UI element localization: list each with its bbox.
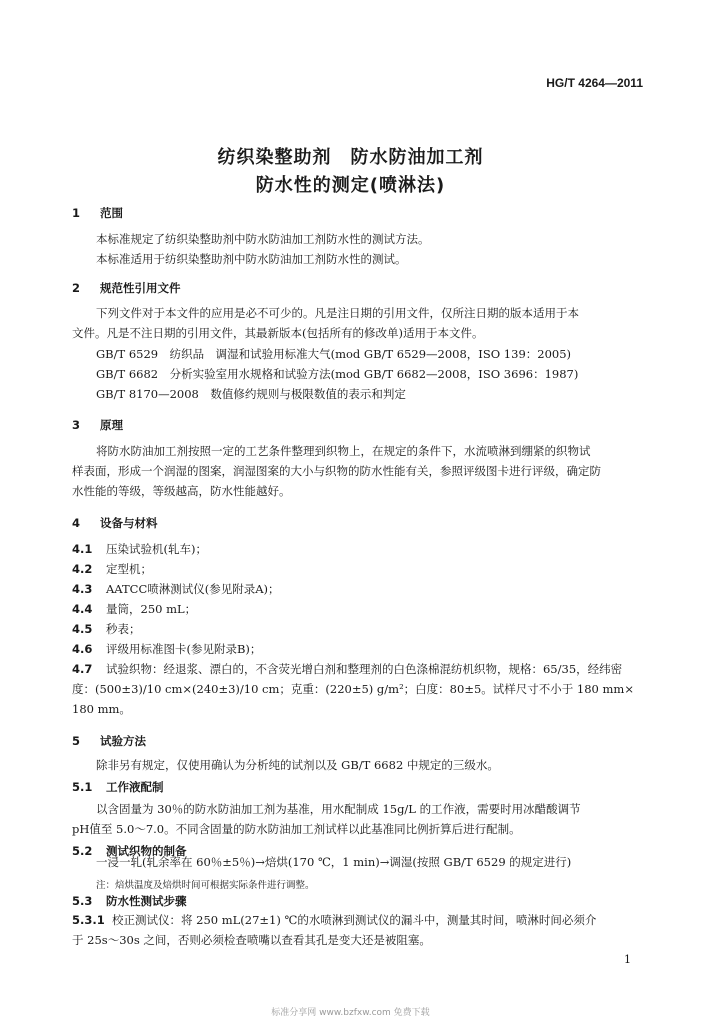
section-title: 规范性引用文件 (100, 281, 181, 295)
title-line-2: 防水性的测定(喷淋法) (255, 175, 446, 196)
section-2-heading (72, 280, 181, 296)
page-number: 1 (624, 953, 631, 966)
item-number: 4.6 (72, 642, 93, 656)
section-5-heading (72, 733, 146, 749)
subsection-title: 测试织物的制备 (106, 844, 187, 858)
item-text: 压染试验机(轧车)； (106, 542, 207, 556)
section-number: 2 (72, 281, 81, 295)
item-text: 试验织物：经退浆、漂白的，不含荧光增白剂和整理剂的白色涤棉混纺机织物，规格：65/35，经纬密 (106, 662, 623, 676)
section-title: 原理 (100, 418, 123, 432)
subsection-5-1-line-1: 以含固量为 30％的防水防油加工剂为基准，用水配制成 15g/L 的工作液，需要时用冰醋酸调节 (96, 802, 581, 816)
section-2-paragraph-line-2: 文件。凡是不注日期的引用文件，其最新版本(包括所有的修改单)适用于本文件。 (72, 326, 484, 340)
standard-code: HG/T 4264—2011 (546, 76, 643, 90)
item-4-7-line-2: 度：(500±3)/10 cm×(240±3)/10 cm；克重：(220±5) g/m²；白度：80±5。试样尺寸不小于 180 mm× (72, 682, 634, 696)
subsection-number: 5.3.1 (72, 913, 105, 927)
section-1-paragraph-1: 本标准规定了纺织染整助剂中防水防油加工剂防水性的测试方法。 (96, 232, 430, 246)
subsection-5-3-heading (72, 893, 187, 909)
section-title: 试验方法 (100, 734, 146, 748)
section-4-heading (72, 515, 158, 531)
subsection-5-2-note: 注：焙烘温度及焙烘时间可根据实际条件进行调整。 (96, 880, 315, 891)
section-5-intro: 除非另有规定，仅使用确认为分析纯的试剂以及 GB/T 6682 中规定的三级水。 (96, 758, 499, 772)
section-number: 3 (72, 418, 81, 432)
section-2-paragraph-line-1: 下列文件对于本文件的应用是必不可少的。凡是注日期的引用文件，仅所注日期的版本适用于本 (96, 306, 579, 320)
item-text: 定型机； (106, 562, 152, 576)
item-text: AATCC喷淋测试仪(参见附录A)； (106, 582, 280, 596)
section-number: 4 (72, 516, 81, 530)
subsection-title: 工作液配制 (106, 780, 164, 794)
section-3-heading (72, 417, 123, 433)
list-item (72, 661, 622, 677)
section-title: 设备与材料 (100, 516, 158, 530)
item-text: 评级用标准图卡(参见附录B)； (106, 642, 262, 656)
section-title: 范围 (100, 206, 123, 220)
list-item (72, 561, 152, 577)
item-number: 4.1 (72, 542, 93, 556)
subsection-number: 5.3 (72, 894, 93, 908)
subsection-5-1-heading (72, 779, 164, 795)
item-number: 4.2 (72, 562, 93, 576)
list-item (72, 541, 207, 557)
item-text: 量筒，250 mL； (106, 602, 197, 616)
section-3-line-2: 样表面，形成一个润湿的图案，润湿图案的大小与织物的防水性能有关，参照评级图卡进行评级，确定防 (72, 464, 601, 478)
section-1-heading (72, 205, 123, 221)
reference-gbt-6682: GB/T 6682 分析实验室用水规格和试验方法(mod GB/T 6682—2008，ISO 3696：1987) (96, 367, 579, 381)
item-text: 秒表； (106, 622, 141, 636)
title-line-1: 纺织染整助剂 防水防油加工剂 (217, 147, 484, 168)
section-3-line-1: 将防水防油加工剂按照一定的工艺条件整理到织物上，在规定的条件下，水流喷淋到绷紧的织物试 (96, 444, 591, 458)
subsection-5-3-1-line-2: 于 25s～30s 之间，否则必须检查喷嘴以查看其孔是变大还是被阻塞。 (72, 933, 431, 947)
subsection-title: 防水性测试步骤 (106, 894, 187, 908)
subsection-5-3-1-line-1 (72, 912, 596, 928)
section-number: 5 (72, 734, 81, 748)
item-number: 4.5 (72, 622, 93, 636)
list-item (72, 621, 141, 637)
list-item (72, 581, 280, 597)
list-item (72, 641, 261, 657)
list-item (72, 601, 196, 617)
footer-watermark: 标准分享网 www.bzfxw.com 免费下载 (271, 1008, 430, 1018)
item-number: 4.7 (72, 662, 93, 676)
section-1-paragraph-2: 本标准适用于纺织染整助剂中防水防油加工剂防水性的测试。 (96, 252, 407, 266)
reference-gbt-8170: GB/T 8170—2008 数值修约规则与极限数值的表示和判定 (96, 387, 406, 401)
section-number: 1 (72, 206, 81, 220)
subsection-number: 5.2 (72, 844, 93, 858)
item-number: 4.3 (72, 582, 93, 596)
subsection-5-1-line-2: pH值至 5.0～7.0。不同含固量的防水防油加工剂试样以此基准同比例折算后进行配制。 (72, 822, 521, 836)
subsection-5-2-process-line: 一浸一轧(轧余率在 60％±5％)→焙烘(170 ℃，1 min)→调湿(按照 GB/T 6529 的规定进行) (96, 855, 572, 869)
item-number: 4.4 (72, 602, 93, 616)
subsection-number: 5.1 (72, 780, 93, 794)
subsection-text: 校正测试仪：将 250 mL(27±1) ℃的水喷淋到测试仪的漏斗中，测量其时间，喷淋时间必须介 (112, 913, 597, 927)
section-3-line-3: 水性能的等级，等级越高，防水性能越好。 (72, 484, 291, 498)
item-4-7-line-3: 180 mm。 (72, 702, 131, 716)
reference-gbt-6529: GB/T 6529 纺织品 调湿和试验用标准大气(mod GB/T 6529—2008，ISO 139：2005) (96, 347, 572, 361)
